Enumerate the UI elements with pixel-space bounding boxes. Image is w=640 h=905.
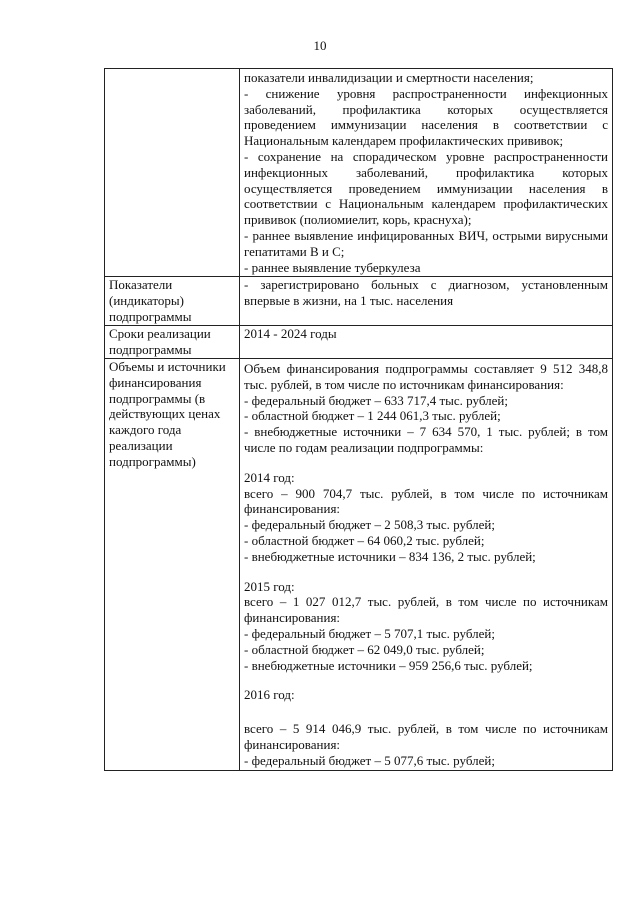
text-line: всего – 5 914 046,9 тыс. рублей, в том числе по источникам финансирования:: [244, 721, 608, 752]
table-row: [105, 358, 613, 771]
text-line: всего – 1 027 012,7 тыс. рублей, в том числе по источникам финансирования:: [244, 594, 608, 626]
text-line: - раннее выявление туберкулеза: [244, 259, 421, 275]
row-value: [240, 326, 613, 359]
text-line: - снижение уровня распространенности инфекционных заболеваний, профилактика которых осуществляется проведением иммунизации населения в соответствии с Национальным календарем профилактических прививок;: [244, 85, 608, 149]
table-row: [105, 277, 613, 326]
text-line: - зарегистрировано больных с диагнозом, установленным впервые в жизни, на 1 тыс. населения: [244, 277, 608, 309]
table-row: [105, 69, 613, 277]
table-row: [105, 326, 613, 359]
subprogram-passport-table: [104, 68, 613, 771]
row-label: Объемы и источники финансирования подпрограммы (в действующих ценах каждого года реализации подпрограммы): [105, 358, 240, 771]
text-line: - внебюджетные источники – 959 256,6 тыс. рублей;: [244, 657, 533, 673]
row-value: [240, 358, 613, 771]
text-line: - федеральный бюджет – 5 077,6 тыс. рублей;: [244, 752, 495, 768]
year-heading: 2015 год:: [244, 578, 295, 594]
text-line: 2014 - 2024 годы: [244, 326, 337, 342]
text-line: - федеральный бюджет – 2 508,3 тыс. рублей;: [244, 517, 495, 533]
text-line: всего – 900 704,7 тыс. рублей, в том числе по источникам финансирования:: [244, 485, 608, 517]
text-line: - областной бюджет – 1 244 061,3 тыс. рублей;: [244, 408, 501, 424]
text-line: - областной бюджет – 64 060,2 тыс. рублей;: [244, 532, 485, 548]
year-heading: 2014 год:: [244, 469, 295, 485]
year-heading: 2016 год:: [244, 687, 295, 703]
text-line: - раннее выявление инфицированных ВИЧ, острыми вирусными гепатитами B и C;: [244, 227, 608, 259]
text-line: показатели инвалидизации и смертности населения;: [244, 70, 534, 85]
text-line: - внебюджетные источники – 7 634 570, 1 тыс. рублей; в том числе по годам реализации подпрограммы:: [244, 424, 608, 455]
row-value: [240, 69, 613, 277]
text-line: - федеральный бюджет – 5 707,1 тыс. рублей;: [244, 625, 495, 641]
text-line: - федеральный бюджет – 633 717,4 тыс. рублей;: [244, 392, 508, 408]
text-line: - сохранение на спорадическом уровне распространенности инфекционных заболеваний, профилактика которых осуществляется проведением иммунизации населения в соответствии с Национальным календарем профилактических прививок (полиомиелит, корь, краснуха);: [244, 148, 608, 228]
text-line: - областной бюджет – 62 049,0 тыс. рублей;: [244, 641, 485, 657]
row-label: Показатели (индикаторы) подпрограммы: [105, 277, 240, 326]
text-line: Объем финансирования подпрограммы составляет 9 512 348,8 тыс. рублей, в том числе по источникам финансирования:: [244, 360, 608, 392]
row-label: [105, 69, 240, 277]
row-value: [240, 277, 613, 326]
row-label: Сроки реализации подпрограммы: [105, 326, 240, 359]
page-number: 10: [313, 38, 327, 53]
text-line: - внебюджетные источники – 834 136, 2 тыс. рублей;: [244, 548, 536, 564]
